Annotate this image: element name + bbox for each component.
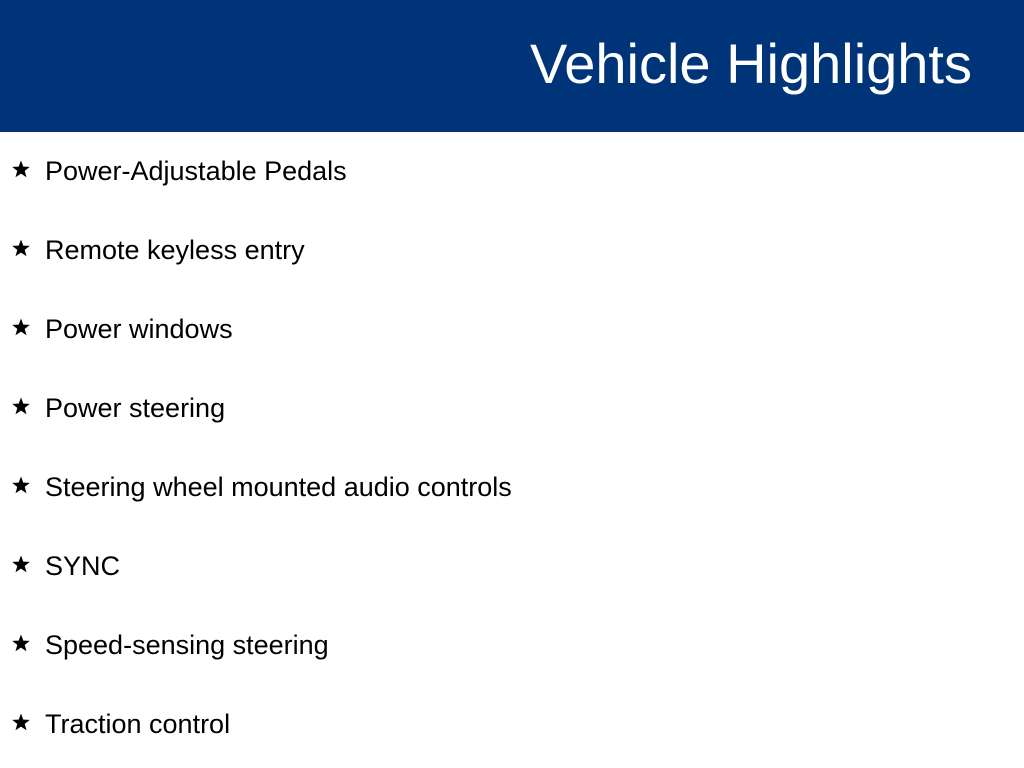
- list-item: [0, 606, 1024, 685]
- list-item: [0, 369, 1024, 448]
- feature-label: Remote keyless entry: [45, 235, 305, 265]
- page-title: Vehicle Highlights: [529, 32, 972, 95]
- list-item: [0, 290, 1024, 369]
- feature-label: Speed-sensing steering: [45, 630, 329, 660]
- feature-label: Power steering: [45, 393, 226, 423]
- list-item: [0, 448, 1024, 527]
- list-item: [0, 527, 1024, 606]
- star-icon: [11, 238, 31, 258]
- list-item: [0, 685, 1024, 764]
- star-icon: [11, 712, 31, 732]
- star-icon: [11, 317, 31, 337]
- title-banner: [0, 0, 1024, 132]
- star-icon: [11, 396, 31, 416]
- list-item: [0, 211, 1024, 290]
- feature-label: Traction control: [45, 709, 231, 739]
- feature-label: Steering wheel mounted audio controls: [45, 472, 512, 502]
- star-icon: [11, 554, 31, 574]
- star-icon: [11, 475, 31, 495]
- feature-label: Power windows: [45, 314, 233, 344]
- star-icon: [11, 159, 31, 179]
- feature-label: Power-Adjustable Pedals: [45, 156, 347, 186]
- star-icon: [11, 633, 31, 653]
- feature-list: [0, 132, 1024, 764]
- list-item: [0, 132, 1024, 211]
- feature-label: SYNC: [45, 551, 121, 581]
